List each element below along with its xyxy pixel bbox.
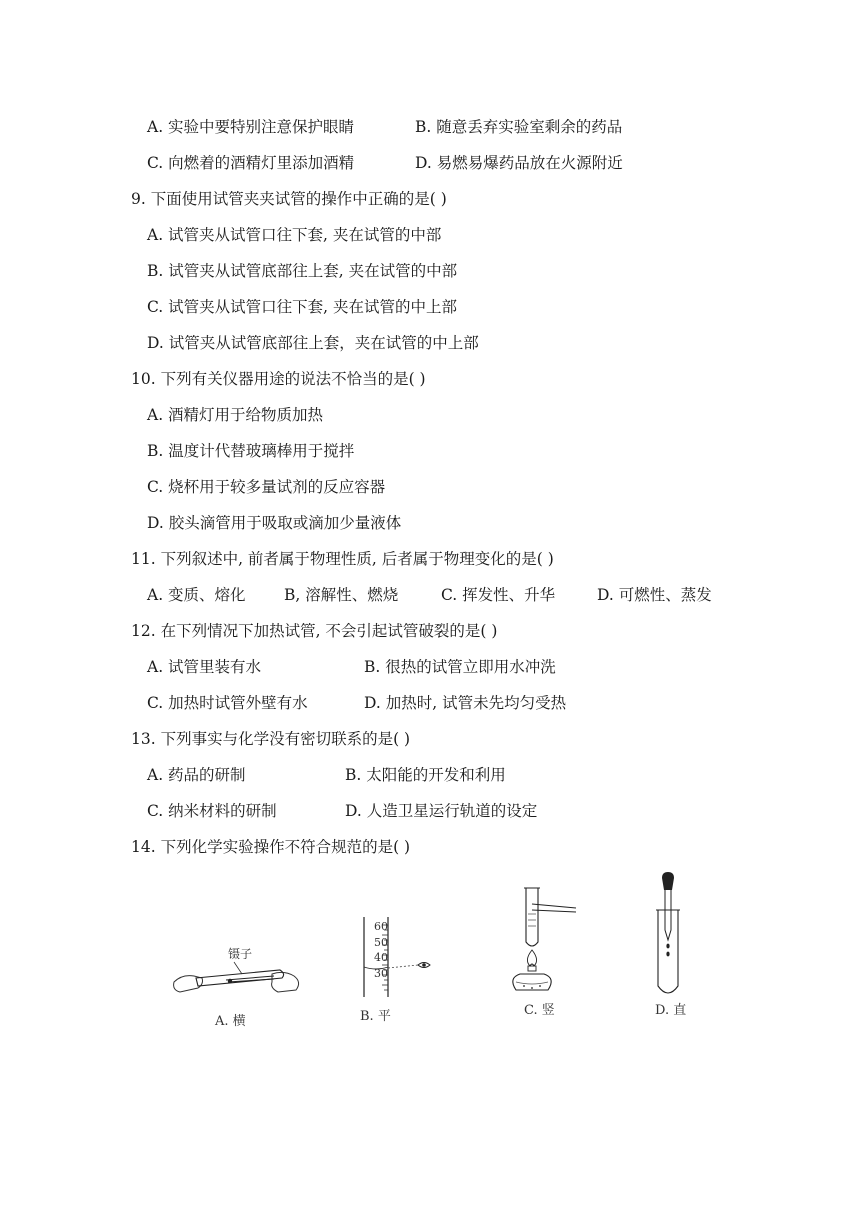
- q9-option-c: C. 试管夹从试管口往下套, 夹在试管的中上部: [147, 298, 458, 316]
- q12-stem: 12. 在下列情况下加热试管, 不会引起试管破裂的是( ): [131, 622, 498, 640]
- figure-b-tick-60: 60: [374, 920, 388, 933]
- q13-option-a: A. 药品的研制: [147, 766, 246, 784]
- q10-option-c: C. 烧杯用于较多量试剂的反应容器: [147, 478, 386, 496]
- q12-option-c: C. 加热时试管外壁有水: [147, 694, 308, 712]
- figure-b-tick-40: 40: [374, 951, 388, 964]
- q11-option-d: D. 可燃性、蒸发: [597, 586, 712, 604]
- figure-d-drawing: [648, 870, 688, 998]
- q9-option-d: D. 试管夹从试管底部往上套，夹在试管的中上部: [147, 334, 479, 352]
- q8-option-d: D. 易燃易爆药品放在火源附近: [415, 154, 623, 172]
- q13-option-c: C. 纳米材料的研制: [147, 802, 277, 820]
- q13-option-d: D. 人造卫星运行轨道的设定: [345, 802, 538, 820]
- q9-stem: 9. 下面使用试管夹夹试管的操作中正确的是( ): [131, 190, 447, 208]
- q8-option-a: A. 实验中要特别注意保护眼睛: [147, 118, 355, 136]
- q12-option-b: B. 很热的试管立即用水冲洗: [364, 658, 556, 676]
- figure-b-tick-50: 50: [374, 935, 388, 949]
- q10-option-d: D. 胶头滴管用于吸取或滴加少量液体: [147, 514, 402, 532]
- q11-option-a: A. 变质、熔化: [147, 586, 246, 604]
- figure-b-drawing: [352, 915, 442, 1000]
- q9-option-b: B. 试管夹从试管底部往上套, 夹在试管的中部: [147, 262, 458, 280]
- q13-option-b: B. 太阳能的开发和利用: [345, 766, 506, 784]
- q9-option-a: A. 试管夹从试管口往下套, 夹在试管的中部: [147, 226, 442, 244]
- figure-b-cylinder: [352, 915, 442, 1000]
- figure-c-heating: [500, 884, 590, 996]
- figure-d-caption: D. 直: [655, 1003, 687, 1018]
- figure-b-scale: [374, 919, 388, 981]
- q13-stem: 13. 下列事实与化学没有密切联系的是( ): [131, 730, 411, 748]
- q10-stem: 10. 下列有关仪器用途的说法不恰当的是( ): [131, 370, 426, 388]
- figure-d-dropper: [648, 870, 688, 998]
- figure-a-caption: A. 横: [215, 1014, 246, 1029]
- q10-option-b: B. 温度计代替玻璃棒用于搅拌: [147, 442, 355, 460]
- figure-c-caption: C. 竖: [524, 1003, 555, 1018]
- q8-option-b: B. 随意丢弃实验室剩余的药品: [415, 118, 623, 136]
- figure-b-caption: B. 平: [360, 1009, 391, 1024]
- q11-stem: 11. 下列叙述中, 前者属于物理性质, 后者属于物理变化的是( ): [131, 550, 554, 568]
- q14-stem: 14. 下列化学实验操作不符合规范的是( ): [131, 838, 411, 856]
- q10-option-a: A. 酒精灯用于给物质加热: [147, 406, 324, 424]
- q11-option-b: B, 溶解性、燃烧: [284, 586, 399, 604]
- figure-a-label: 镊子: [228, 947, 253, 961]
- figure-c-drawing: [500, 884, 590, 996]
- q12-option-a: A. 试管里装有水: [147, 658, 262, 676]
- figure-b-tick-30: 30: [374, 966, 388, 980]
- q12-option-d: D. 加热时, 试管未先均匀受热: [364, 694, 567, 712]
- q11-option-c: C. 挥发性、升华: [441, 586, 556, 604]
- q8-option-c: C. 向燃着的酒精灯里添加酒精: [147, 154, 355, 172]
